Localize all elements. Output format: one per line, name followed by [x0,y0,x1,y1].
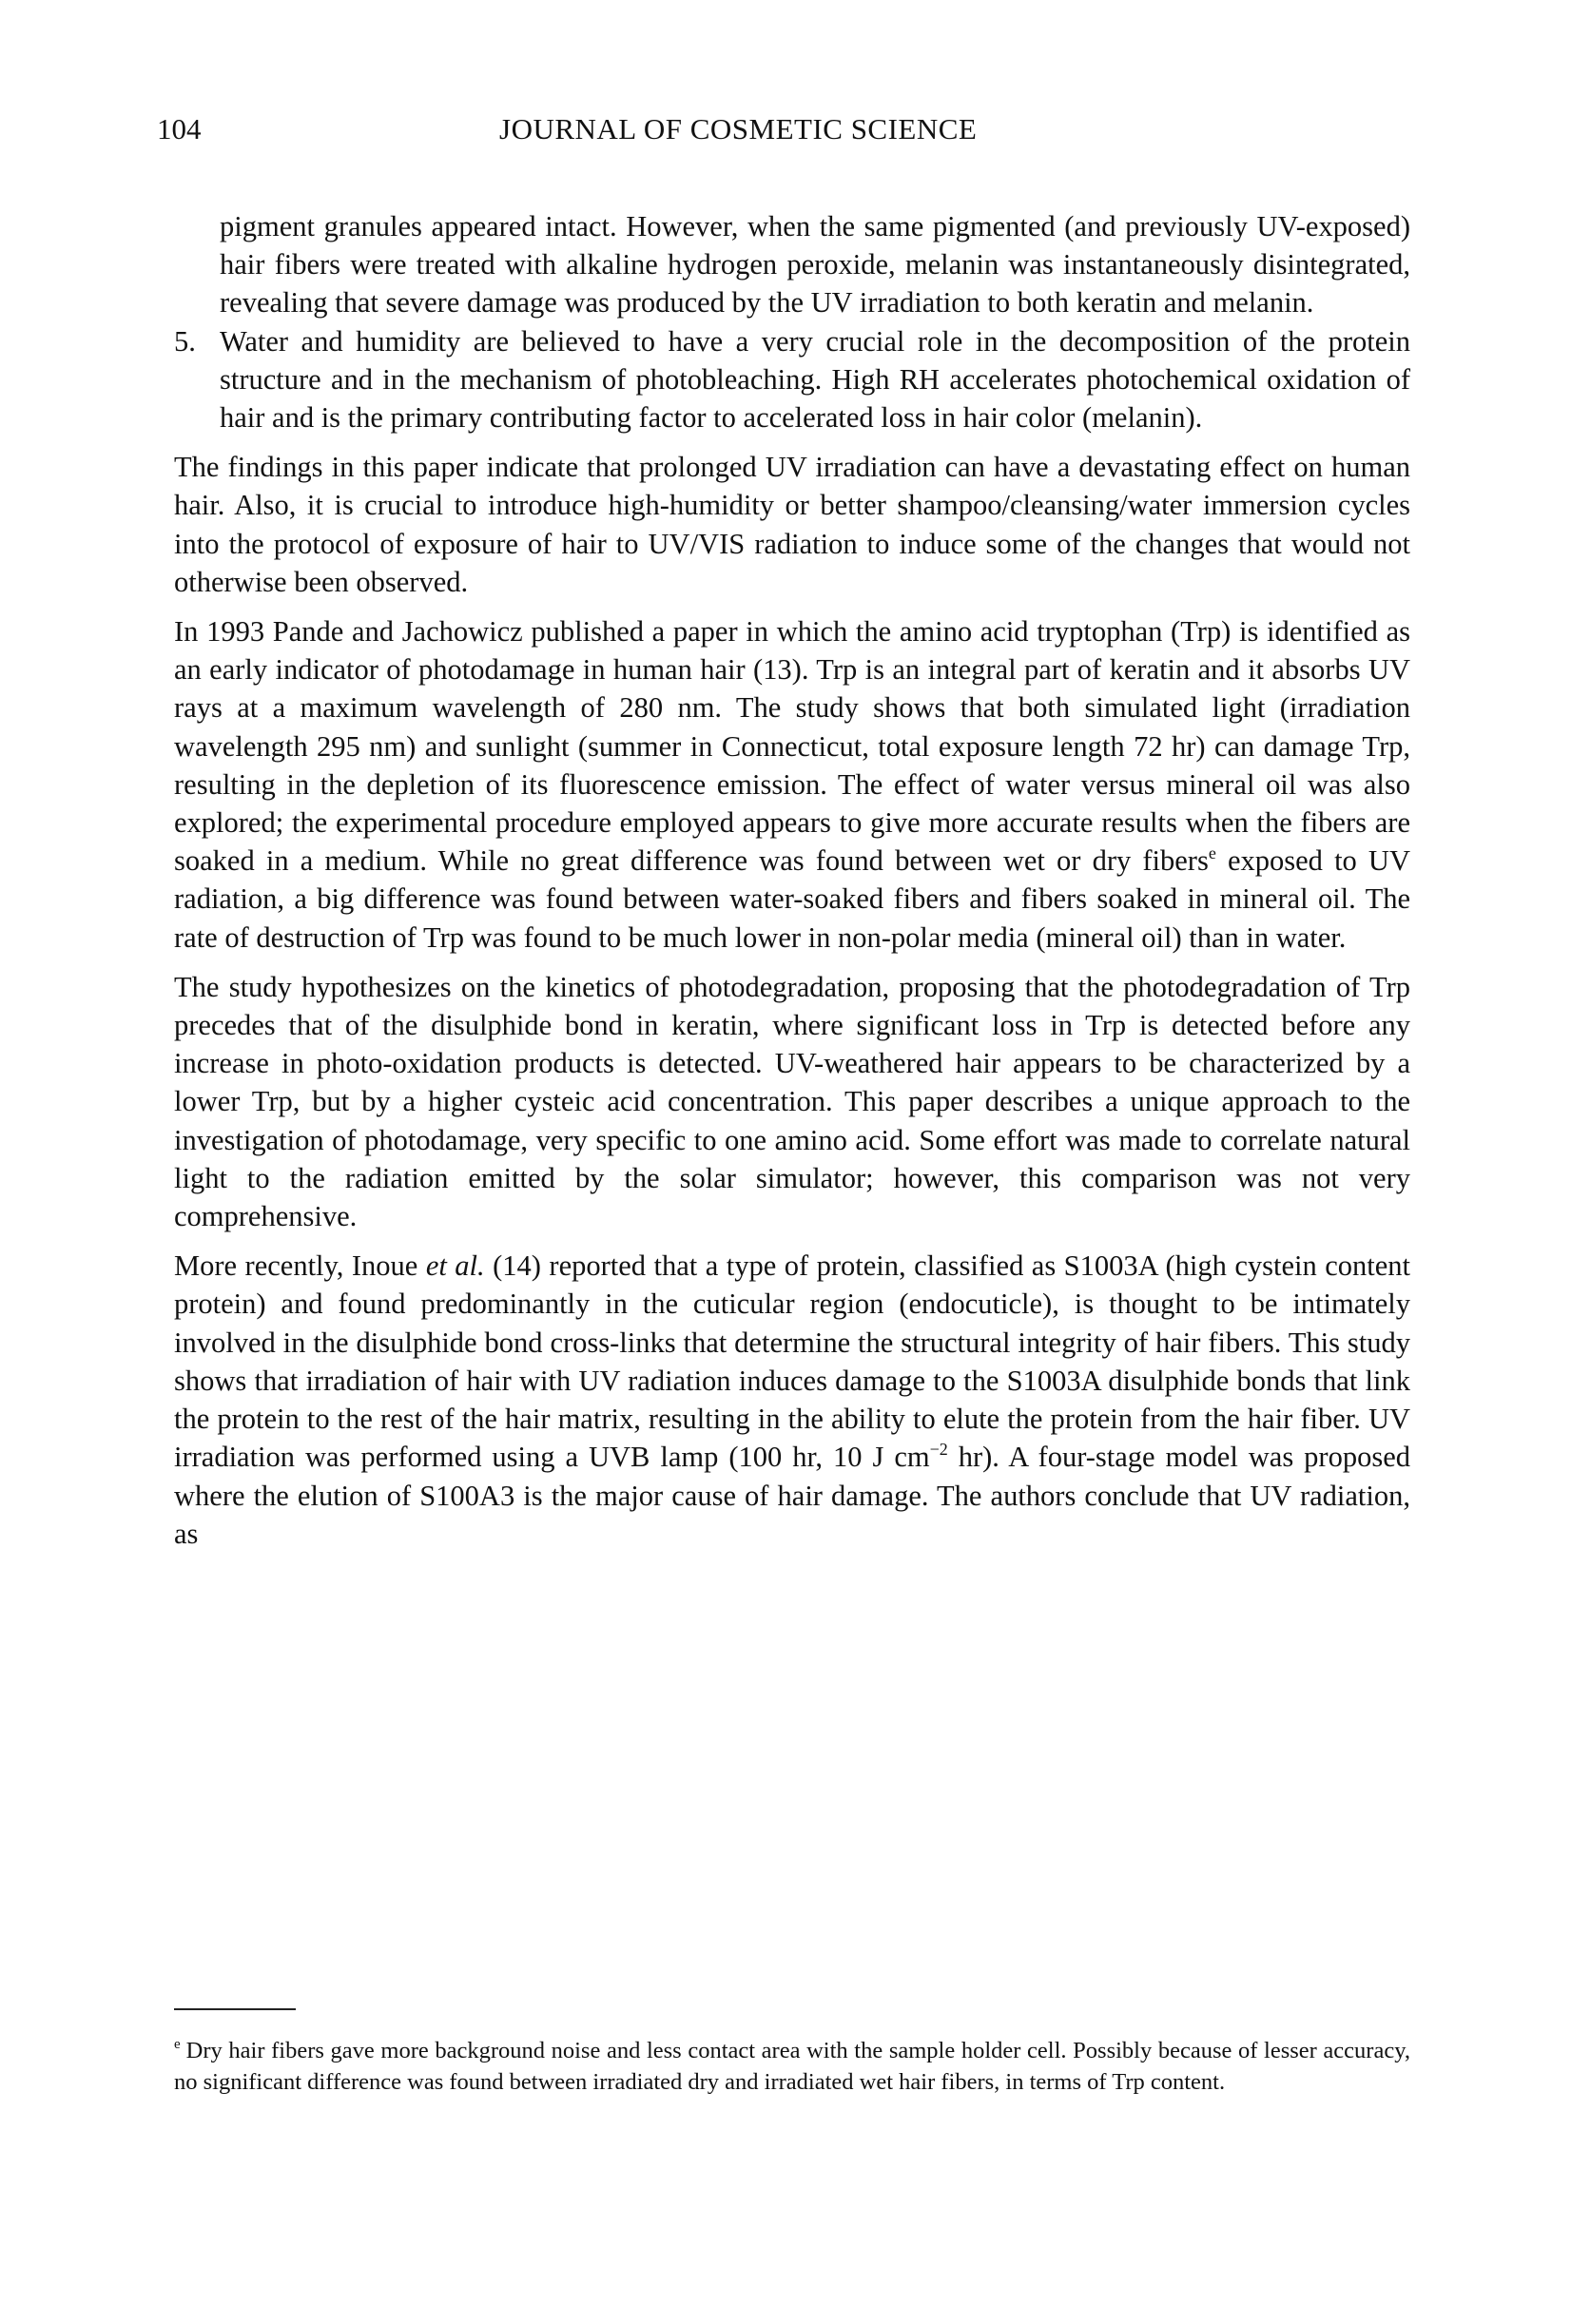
body-text [174,207,1410,1553]
footnote-text: Dry hair fibers gave more background noise and less contact area with the sample holder cell. Possibly because of lesser accuracy, no significant difference was found between irradiated dry and irradiated wet hair fibers, in terms of Trp content. [174,2038,1410,2095]
paragraph-text: More recently, Inoue [174,1249,426,1283]
paragraph-text: hr). A four-stage model was proposed where the elution of S100A3 is the major cause of hair damage. The authors conclude that UV radiation, as [174,1441,1410,1550]
paragraph-kinetics: The study hypothesizes on the kinetics of photodegradation, proposing that the photodegradation of Trp precedes that of the disulphide bond in keratin, where significant loss in Trp is detected before any increase in photo-oxidation products is detected. UV-weathered hair appears to be characterized by a lower Trp, but by a higher cysteic acid concentration. This paper describes a unique approach to the investigation of photodamage, very specific to one amino acid. Some effort was made to correlate natural light to the radiation emitted by the solar simulator; however, this comparison was not very comprehensive. [174,970,1410,1233]
running-header [157,112,1412,160]
list-item-5 [174,322,1410,437]
list-item-continuation: pigment granules appeared intact. However, when the same pigmented (and previously UV-exposed) hair fibers were treated with alkaline hydrogen peroxide, melanin was instantaneously disintegrated, revealing that severe damage was produced by the UV irradiation to both keratin and melanin. [220,210,1410,320]
list-item-text: Water and humidity are believed to have a very crucial role in the decomposition of the protein structure and in the mechanism of photobleaching. High RH accelerates photochemical oxidation of hair and is the primary contributing factor to accelerated loss in hair color (melanin). [220,324,1410,435]
journal-title: JOURNAL OF COSMETIC SCIENCE [499,112,978,145]
paragraph-pande-jachowicz [174,612,1410,957]
footnote-reference[interactable]: e [1208,843,1216,863]
paragraph-inoue [174,1247,1410,1553]
page-number: 104 [157,112,202,145]
paragraph-findings: The findings in this paper indicate that prolonged UV irradiation can have a devastating effect on human hair. Also, it is crucial to introduce high-humidity or better shampoo/cleansing/water immersion cycles into the protocol of exposure of hair to UV/VIS radiation to induce some of the changes that would not otherwise been observed. [174,451,1410,598]
italic-citation: et al. [425,1249,485,1283]
paragraph-text: (14) reported that a type of protein, classified as S1003A (high cystein content protein) and found predominantly in the cuticular region (endocuticle), is thought to be intimately involved in the disulphide bond cross-links that determine the structural integrity of hair fibers. This study shows that irradiation of hair with UV radiation induces damage to the S1003A disulphide bonds that link the protein to the rest of the hair matrix, resulting in the ability to elute the protein from the hair fiber. UV irradiation was performed using a UVB lamp (100 hr, 10 J cm [174,1249,1410,1474]
superscript-exponent: −2 [929,1440,948,1460]
paragraph-text: In 1993 Pande and Jachowicz published a paper in which the amino acid tryptophan (Trp) is identified as an early indicator of photodamage in human hair (13). Trp is an integral part of keratin and it absorbs UV rays at a maximum wavelength of 280 nm. The study shows that both simulated light (irradiation wavelength 295 nm) and sunlight (summer in Connecticut, total exposure length 72 hr) can damage Trp, resulting in the depletion of its fluorescence emission. The effect of water versus mineral oil was also explored; the experimental procedure employed appears to give more accurate results when the fibers are soaked in a medium. While no great difference was found between wet or dry fibers [174,615,1410,878]
list-number: 5. [174,324,196,358]
footnote [174,2035,1410,2098]
footnote-mark: e [174,2037,181,2052]
footnote-divider [174,2008,296,2010]
paragraph-text: exposed to UV radiation, a big difference was found between water-soaked fibers and fibers soaked in mineral oil. The rate of destruction of Trp was found to be much lower in non-polar media (mineral oil) than in water. [174,844,1410,954]
